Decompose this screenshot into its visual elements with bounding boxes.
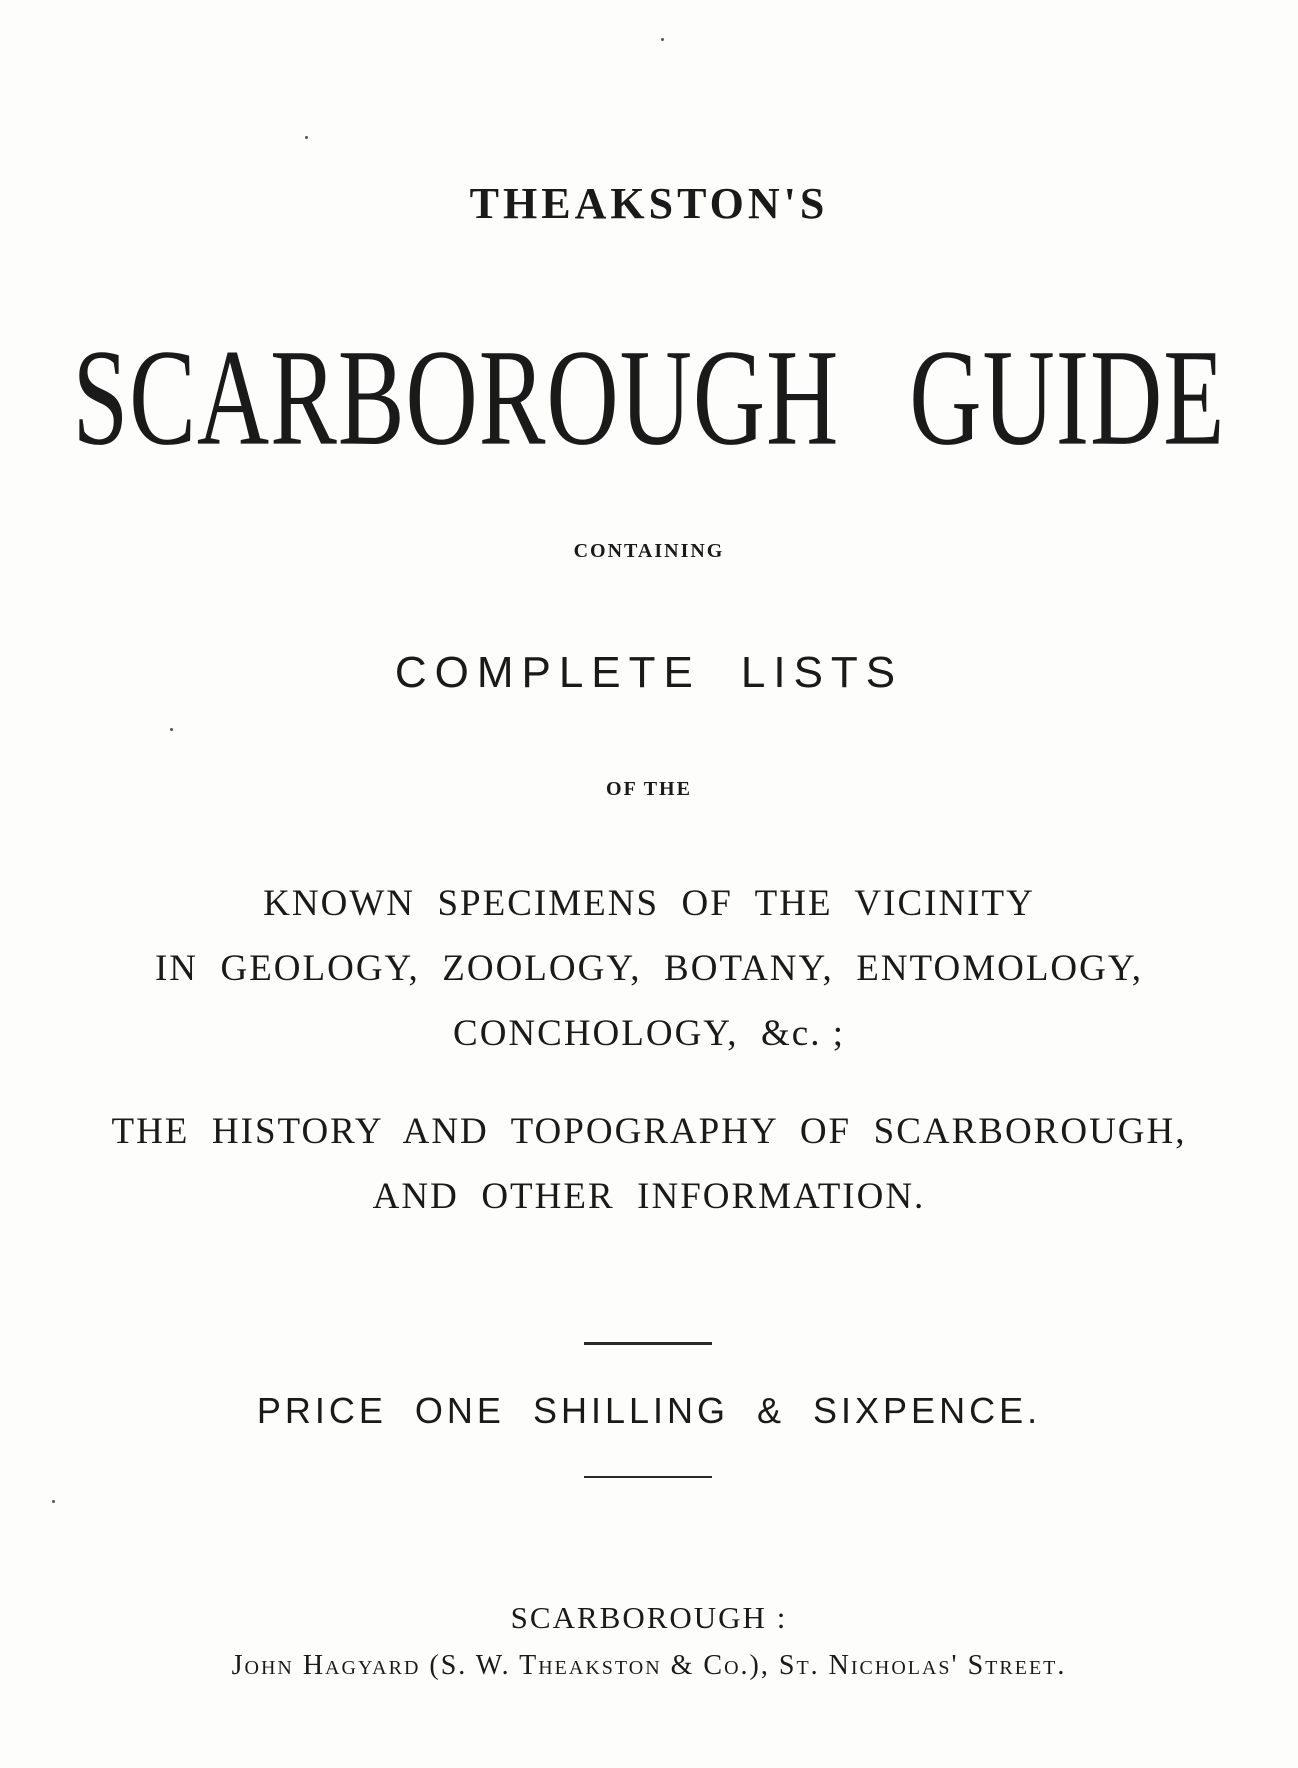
book-title-word-1: SCARBOROUGH xyxy=(72,320,840,474)
containing-label: CONTAINING xyxy=(573,540,725,562)
subject-line: CONCHOLOGY, &c. ; xyxy=(453,1013,845,1054)
subject-line: IN GEOLOGY, ZOOLOGY, BOTANY, ENTOMOLOGY, xyxy=(154,948,1144,989)
subject-line: KNOWN SPECIMENS OF THE VICINITY xyxy=(263,883,1035,924)
book-title-word-2: GUIDE xyxy=(909,320,1226,474)
print-speck xyxy=(305,136,308,139)
complete-lists-word-2: LISTS xyxy=(740,648,904,697)
book-title xyxy=(0,318,1298,477)
subject-line: THE HISTORY AND TOPOGRAPHY OF SCARBOROUGH, xyxy=(111,1111,1187,1152)
complete-lists-heading xyxy=(0,648,1298,698)
price-line: PRICE ONE SHILLING & SIXPENCE. xyxy=(256,1390,1042,1431)
print-speck xyxy=(170,728,173,731)
imprint-place: SCARBOROUGH : xyxy=(510,1600,788,1635)
print-speck xyxy=(661,38,664,41)
subject-line: AND OTHER INFORMATION. xyxy=(372,1176,926,1217)
of-the-label: OF THE xyxy=(606,778,692,800)
complete-lists-word-1: COMPLETE xyxy=(394,648,701,697)
print-speck xyxy=(52,1500,55,1503)
divider-rule xyxy=(584,1476,712,1478)
publisher-name: THEAKSTON'S xyxy=(469,179,829,228)
imprint-address: John Hagyard (S. W. Theakston & Co.), St. Nicholas' Street. xyxy=(231,1650,1067,1681)
divider-rule xyxy=(584,1342,712,1345)
